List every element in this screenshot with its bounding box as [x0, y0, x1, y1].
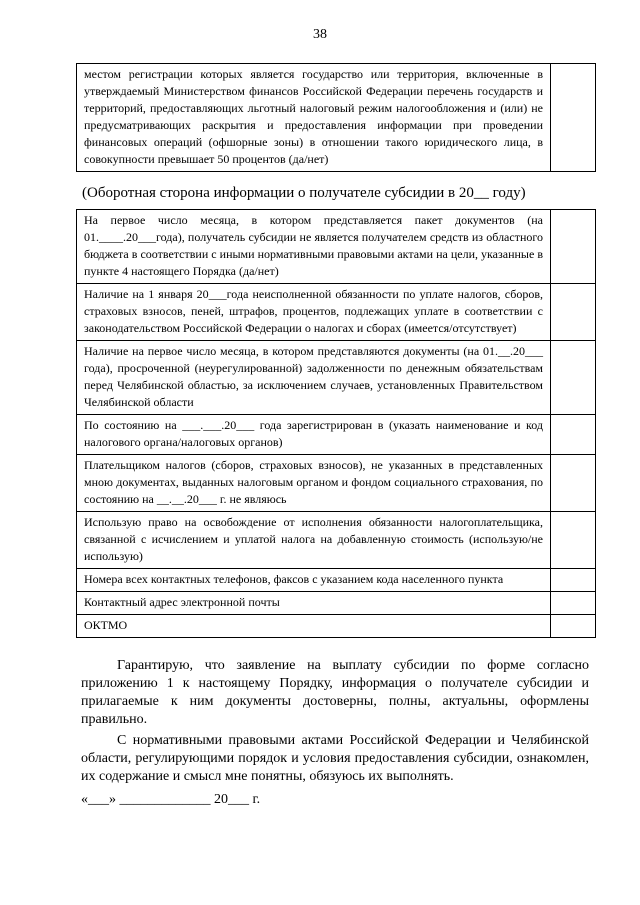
row-text: По состоянию на ___.___.20___ года зарегистрирован в (указать наименование и код налогового органа/налоговых органов)	[77, 415, 551, 455]
row-text: местом регистрации которых является государство или территория, включенные в утверждаемый Министерством финансов Российской Федерации перечень государств и территорий, предоставляющих льготный налоговый режим налогообложения и (или) не предусматривающих раскрытия и предоставления информации при проведении финансовых операций (офшорные зоны) в отношении такого юридического лица, в совокупности превышает 50 процентов (да/нет)	[77, 64, 551, 172]
table-row	[77, 615, 596, 638]
table-row	[77, 569, 596, 592]
continuation-table	[76, 63, 596, 172]
acknowledgement-paragraph: С нормативными правовыми актами Российской Федерации и Челябинской области, регулирующими порядок и условия предоставления субсидии, ознакомлен, их содержание и смысл мне понятны, обязуюсь их выполнять.	[81, 733, 589, 784]
reverse-side-heading: (Оборотная сторона информации о получателе субсидии в 20__ году)	[82, 185, 526, 201]
row-text: Наличие на 1 января 20___года неисполненной обязанности по уплате налогов, сборов, страховых взносов, пеней, штрафов, процентов, подлежащих уплате в соответствии с законодательством Российской Федерации о налогах и сборах (имеется/отсутствует)	[77, 284, 551, 341]
row-text: ОКТМО	[77, 615, 551, 638]
row-text: Контактный адрес электронной почты	[77, 592, 551, 615]
row-value-cell[interactable]	[551, 64, 596, 172]
table-row	[77, 415, 596, 455]
row-text: На первое число месяца, в котором представляется пакет документов (на 01.____.20___года), получатель субсидии не является получателем средств из областного бюджета в соответствии с иными нормативными правовыми актами на цели, указанные в пункте 4 настоящего Порядка (да/нет)	[77, 210, 551, 284]
row-value-cell[interactable]	[551, 569, 596, 592]
row-value-cell[interactable]	[551, 284, 596, 341]
table-row	[77, 341, 596, 415]
row-value-cell[interactable]	[551, 455, 596, 512]
row-value-cell[interactable]	[551, 512, 596, 569]
row-text: Плательщиком налогов (сборов, страховых взносов), не указанных в представленных мною документах, выданных налоговым органом и фондом социального страхования, по состоянию на __.__.20___ г. не являюсь	[77, 455, 551, 512]
page-number: 38	[313, 27, 327, 42]
row-value-cell[interactable]	[551, 415, 596, 455]
table-row	[77, 64, 596, 172]
row-value-cell[interactable]	[551, 341, 596, 415]
row-text: Номера всех контактных телефонов, факсов с указанием кода населенного пункта	[77, 569, 551, 592]
row-value-cell[interactable]	[551, 210, 596, 284]
guarantee-paragraph: Гарантирую, что заявление на выплату субсидии по форме согласно приложению 1 к настоящему Порядку, информация о получателе субсидии и прилагаемые к ним документы достоверны, полны, актуальны, оформлены правильно.	[81, 658, 589, 727]
recipient-info-table	[76, 209, 596, 638]
table-row	[77, 592, 596, 615]
row-text: Использую право на освобождение от исполнения обязанности налогоплательщика, связанной с исчислением и уплатой налога на добавленную стоимость (использую/не использую)	[77, 512, 551, 569]
row-value-cell[interactable]	[551, 615, 596, 638]
table-row	[77, 455, 596, 512]
table-row	[77, 512, 596, 569]
table-row	[77, 210, 596, 284]
row-text: Наличие на первое число месяца, в котором представляются документы (на 01.__.20___ года), просроченной (неурегулированной) задолженности по денежным обязательствам перед Челябинской областью, за исключением случаев, установленных Правительством Челябинской области	[77, 341, 551, 415]
signature-date-line: «___» _____________ 20___ г.	[81, 792, 261, 807]
table-row	[77, 284, 596, 341]
row-value-cell[interactable]	[551, 592, 596, 615]
